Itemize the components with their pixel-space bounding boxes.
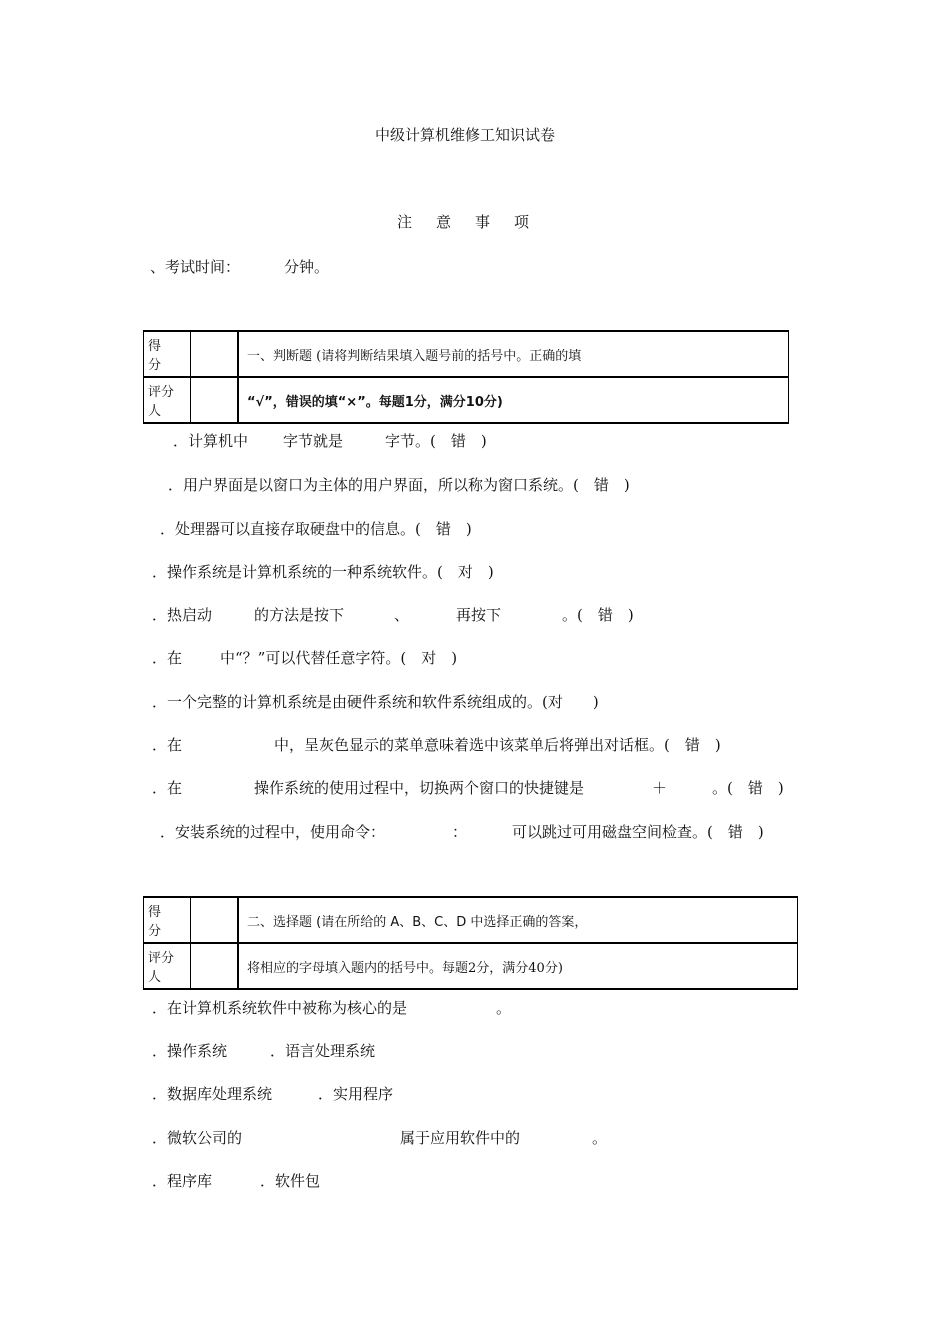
section2-grader-cell xyxy=(191,943,239,989)
section1-desc-line2: “√”，错误的填“×”。每题1分，满分10分) xyxy=(238,377,789,423)
q8-part-1: ．在 xyxy=(152,736,183,754)
option-a: ．操作系统 xyxy=(152,1042,228,1060)
q10-part-1: ．安装系统的过程中，使用命令： xyxy=(160,823,386,841)
exam-time-prefix: 、考试时间： xyxy=(150,258,241,276)
c2-part-1: ．微软公司的 xyxy=(152,1129,243,1147)
section2-score-table xyxy=(143,896,798,990)
q6-part-2: 中“？”可以代替任意字符。( 对 ) xyxy=(220,649,458,667)
section1-score-cell xyxy=(191,331,239,377)
q5-part-4: 再按下 xyxy=(456,606,502,624)
section1-grader-label: 评分人 xyxy=(144,377,191,423)
option-a2: ．程序库 xyxy=(152,1172,213,1190)
q10-part-3: 可以跳过可用磁盘空间检查。( 错 ) xyxy=(512,823,764,841)
q5-part-2: 的方法是按下 xyxy=(254,606,345,624)
q4-part-1: ．操作系统是计算机系统的一种系统软件。( 对 ) xyxy=(152,563,494,581)
q9-part-4: 。( 错 ) xyxy=(712,779,784,797)
q5-part-3: 、 xyxy=(394,606,410,624)
section1-score-table xyxy=(143,330,789,424)
section2-desc-line2: 将相应的字母填入题内的括号中。每题2分，满分40分) xyxy=(238,943,798,989)
exam-time xyxy=(150,256,329,277)
q10-part-2: ： xyxy=(452,823,468,841)
section2-score-label: 得 分 xyxy=(144,897,191,943)
q1-part-3: 字节。( 错 ) xyxy=(385,432,487,450)
option-b: ．语言处理系统 xyxy=(270,1042,376,1060)
c2-part-3: 。 xyxy=(592,1129,608,1147)
q1-part-2: 字节就是 xyxy=(283,432,344,450)
notice-heading: 注意事项 xyxy=(396,213,553,231)
option-b2: ．软件包 xyxy=(260,1172,321,1190)
c2-part-2: 属于应用软件中的 xyxy=(400,1129,521,1147)
q7-part-1: ．一个完整的计算机系统是由硬件系统和软件系统组成的。(对 ) xyxy=(152,693,599,711)
q1-part-1: ．计算机中 xyxy=(173,432,249,450)
q9-part-2: 操作系统的使用过程中，切换两个窗口的快捷键是 xyxy=(254,779,585,797)
exam-time-suffix: 分钟。 xyxy=(284,258,330,276)
section1-score-label: 得 分 xyxy=(144,331,191,377)
q3-part-1: ．处理器可以直接存取硬盘中的信息。( 错 ) xyxy=(160,520,472,538)
q5-part-5: 。( 错 ) xyxy=(562,606,634,624)
section2-score-cell xyxy=(191,897,239,943)
c1-part-2: 。 xyxy=(496,999,512,1017)
section2-grader-label: 评分人 xyxy=(144,943,191,989)
q9-part-1: ．在 xyxy=(152,779,183,797)
c1-part-1: ．在计算机系统软件中被称为核心的是 xyxy=(152,999,408,1017)
option-c: ．数据库处理系统 xyxy=(152,1085,273,1103)
q5-part-1: ．热启动 xyxy=(152,606,213,624)
section1-desc-line1: 一、判断题 (请将判断结果填入题号前的括号中。正确的填 xyxy=(238,331,789,377)
section1-grader-cell xyxy=(191,377,239,423)
page-title: 中级计算机维修工知识试卷 xyxy=(374,126,555,144)
option-d: ．实用程序 xyxy=(318,1085,394,1103)
q9-part-3: ＋ xyxy=(652,779,668,797)
q2-part-1: ．用户界面是以窗口为主体的用户界面，所以称为窗口系统。( 错 ) xyxy=(168,476,630,494)
section2-desc-line1: 二、选择题 (请在所给的 A、B、C、D 中选择正确的答案， xyxy=(238,897,798,943)
q8-part-2: 中，呈灰色显示的菜单意味着选中该菜单后将弹出对话框。( 错 ) xyxy=(274,736,721,754)
q6-part-1: ．在 xyxy=(152,649,183,667)
